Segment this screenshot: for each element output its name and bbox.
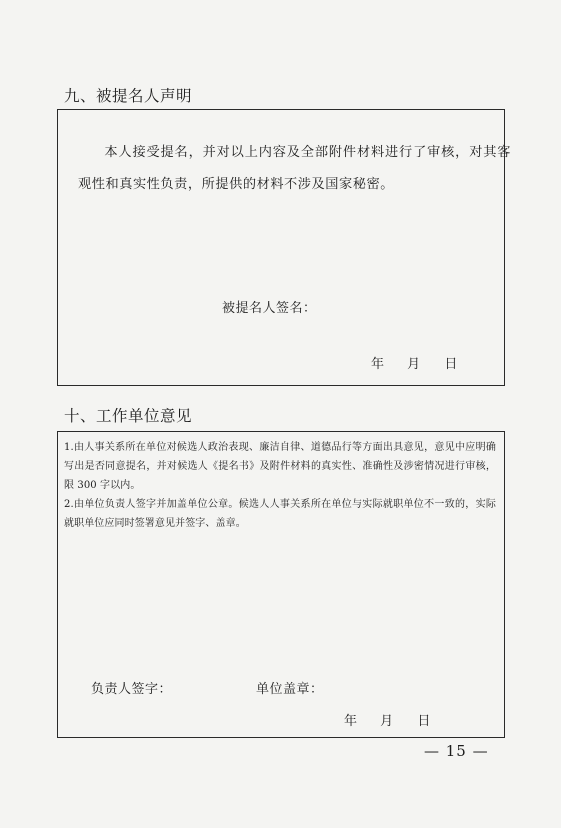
date-month: 月 (407, 357, 421, 372)
page-number: — 15 — (424, 742, 489, 760)
leader-signature-label: 负责人签字： (91, 682, 173, 697)
instruction-item: 1.由人事关系所在单位对候选人政治表现、廉洁自律、道德品行等方面出具意见，意见中应明确写出是否同意提名，并对候选人《提名书》及附件材料的真实性、准确性及涉密情况进行审核，限 300 字以内。 (64, 442, 496, 491)
nominee-signature-label: 被提名人签名： (222, 301, 317, 316)
instruction-item: 2.由单位负责人签字并加盖单位公章。候选人人事关系所在单位与实际就职单位不一致的，实际就职单位应同时签署意见并签字、盖章。 (64, 499, 496, 529)
date-month: 月 (380, 714, 394, 729)
date-day: 日 (444, 357, 458, 372)
employer-opinion-instructions (64, 438, 496, 533)
date-day: 日 (417, 714, 431, 729)
date-year: 年 (371, 357, 385, 372)
employer-date-line (344, 710, 430, 729)
employer-opinion-box (57, 431, 505, 738)
nominee-date-line (371, 353, 457, 372)
unit-seal-label: 单位盖章： (256, 682, 324, 697)
section-10-heading: 十、工作单位意见 (64, 407, 193, 425)
date-year: 年 (344, 714, 358, 729)
nominee-statement-text: 本人接受提名，并对以上内容及全部附件材料进行了审核，对其客观性和真实性负责，所提供的材料不涉及国家秘密。 (78, 145, 511, 192)
nominee-statement-box (57, 109, 511, 386)
section-9-heading: 九、被提名人声明 (64, 87, 193, 105)
